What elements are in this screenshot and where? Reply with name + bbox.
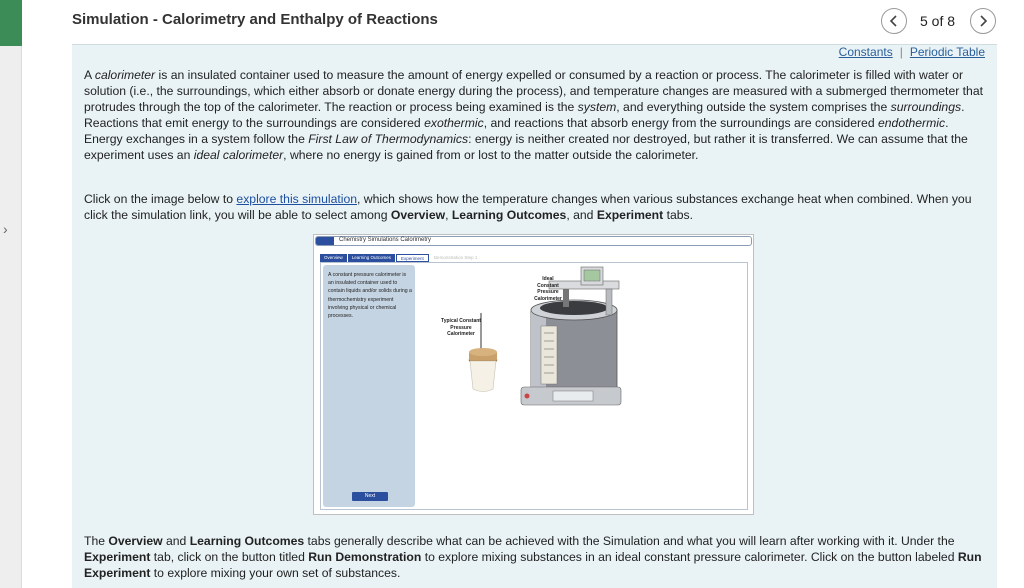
- periodic-table-link[interactable]: Periodic Table: [909, 45, 985, 59]
- main-panel: [22, 0, 1024, 588]
- chevron-right-icon: [978, 15, 988, 27]
- intro-paragraph: A calorimeter is an insulated container used to measure the amount of energy expelled or consumed by a reaction or process. The calorimeter is filled with water or solution (i.e., the surroundings, which either absorb or donate energy during the process), and temperature changes are measured with a submerged thermometer that protrudes through the top of the calorimeter. The reaction or process being examined is the system, and everything outside the system comprises the surroundings. Reactions that emit energy to the surroundings are considered exothermic, and reactions that absorb energy from the surroundings are considered endothermic. Energy exchanges in a system follow the First Law of Thermodynamics: energy is neither created nor destroyed, but rather it is transferred. We can assume that the experiment uses an ideal calorimeter, where no energy is gained from or lost to the matter outside the calorimeter.: [84, 68, 983, 162]
- sim-stage: [320, 262, 748, 510]
- constants-link[interactable]: Constants: [838, 45, 893, 59]
- previous-button[interactable]: [881, 8, 907, 34]
- next-button[interactable]: [970, 8, 996, 34]
- instructions-paragraph: Click on the image below to explore this simulation, which shows how the temperature changes when various substances exchange heat when combined. When you click the simulation link, you will be able to select among Overview, Learning Outcomes, and Experiment tabs.: [84, 192, 972, 222]
- sim-breadcrumb: Chemistry Simulations Calorimetry: [339, 237, 432, 243]
- term-endothermic: endothermic: [878, 116, 946, 130]
- sim-panel-text: A constant pressure calorimeter is an insulated container used to contain liquids and/or solids during a thermochemistry experiment involving physical or chemical processes.: [328, 272, 412, 320]
- green-tab[interactable]: [0, 0, 22, 46]
- simulation-image[interactable]: [313, 234, 754, 515]
- content-area: [72, 44, 997, 588]
- page-title: Simulation - Calorimetry and Enthalpy of Reactions: [72, 11, 438, 28]
- term-exothermic: exothermic: [424, 116, 484, 130]
- sim-tabs: [320, 254, 482, 262]
- sim-next-button[interactable]: Next: [352, 492, 388, 501]
- sim-tab-overview[interactable]: Overview: [320, 254, 347, 262]
- tabs-description-paragraph: The Overview and Learning Outcomes tabs generally describe what can be achieved with the Simulation and what you will learn after working with it. Under the Experiment tab, click on the button titled Run Demonstration to explore mixing substances in an ideal constant pressure calorimeter. Click on the button labeled Run Experiment to explore mixing your own set of substances.: [84, 534, 982, 580]
- term-ideal-calorimeter: ideal calorimeter: [193, 148, 284, 162]
- sim-tab-experiment[interactable]: Experiment: [396, 254, 429, 262]
- chevron-left-icon: [889, 15, 899, 27]
- sim-logo: [316, 237, 334, 245]
- term-surroundings: surroundings: [890, 100, 962, 114]
- page-counter: 5 of 8: [920, 13, 956, 29]
- left-rail: [0, 0, 22, 588]
- explore-simulation-link[interactable]: explore this simulation: [236, 192, 357, 206]
- sim-tab-learning-outcomes[interactable]: Learning Outcomes: [348, 254, 395, 262]
- ideal-calorimeter-label: Ideal Constant Pressure Calorimeter: [534, 276, 562, 302]
- term-system: system: [577, 100, 617, 114]
- reference-links: [839, 45, 985, 59]
- term-first-law: First Law of Thermodynamics: [308, 132, 469, 146]
- sim-tab-demonstration: Demonstration Step 1: [430, 254, 482, 262]
- header: [22, 0, 1024, 42]
- sim-titlebar: [315, 236, 752, 246]
- expand-chevron-icon[interactable]: ›: [3, 221, 8, 237]
- link-separator: |: [899, 45, 903, 59]
- typical-calorimeter-label: Typical Constant Pressure Calorimeter: [441, 318, 481, 337]
- term-calorimeter: calorimeter: [94, 68, 156, 82]
